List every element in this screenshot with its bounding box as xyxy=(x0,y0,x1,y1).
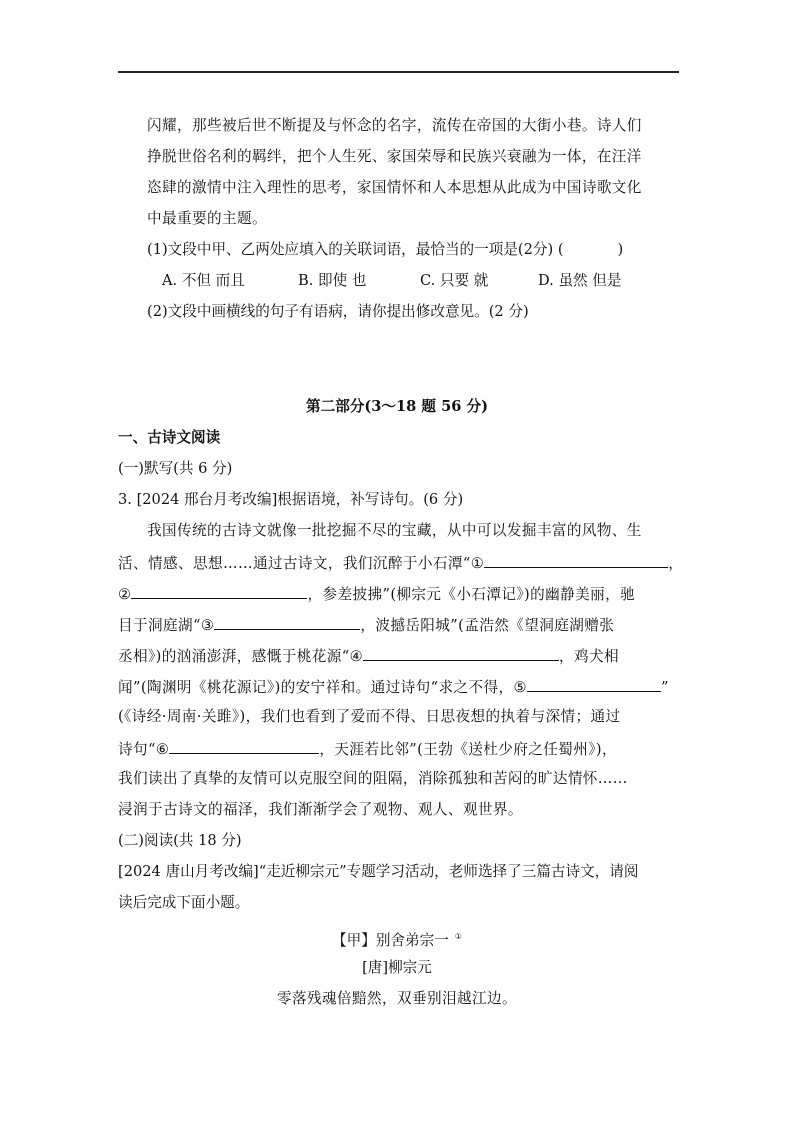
question-1-option-b[interactable]: B. 即使 也 xyxy=(298,272,367,289)
reading-intro-line-1: [2024 唐山月考改编]“走近柳宗元”专题学习活动，老师选择了三篇古诗文，请阅 xyxy=(118,863,639,880)
q3-line-2: 活、情感、思想……通过古诗文，我们沉醉于小石潭“① ， xyxy=(118,552,683,574)
poem-title: 【甲】别舍弟宗一 ① xyxy=(332,931,462,949)
blank-4[interactable] xyxy=(363,645,559,661)
passage-line-4: 中最重要的主题。 xyxy=(147,210,267,227)
reading-intro-line-2: 读后完成下面小题。 xyxy=(118,894,250,911)
q3-line-4: 目于洞庭湖“③ ，波撼岳阳城”(孟浩然《望洞庭湖赠张 xyxy=(118,614,614,636)
question-1-option-d[interactable]: D. 虽然 但是 xyxy=(538,272,622,289)
passage-line-2: 挣脱世俗名利的羁绊，把个人生死、家国荣辱和民族兴衰融为一体，在汪洋 xyxy=(147,148,642,165)
blank-3[interactable] xyxy=(214,614,360,630)
q3-line-7: (《诗经·周南·关雎》)，我们也看到了爱而不得、日思夜想的执着与深情；通过 xyxy=(118,708,621,725)
blank-2[interactable] xyxy=(131,583,307,599)
q3-line-3: ② ，参差披拂”(柳宗元《小石潭记》)的幽静美丽，驰 xyxy=(118,583,635,605)
q3-line-6: 闻”(陶渊明《桃花源记》)的安宁祥和。通过诗句“求之不得，⑤ ” xyxy=(118,676,669,698)
section-1-heading: 一、古诗文阅读 xyxy=(118,429,221,446)
q3-line-8: 诗句“⑥ ，天涯若比邻”(王勃《送杜少府之任蜀州》)， xyxy=(118,738,617,760)
footnote-marker: ① xyxy=(454,932,462,941)
question-3-stem: 3. [2024 邢台月考改编]根据语境，补写诗句。(6 分) xyxy=(118,491,464,508)
q3-line-1: 我国传统的古诗文就像一批挖掘不尽的宝藏，从中可以发掘丰富的风物、生 xyxy=(147,522,642,539)
question-1-stem: (1)文段中甲、乙两处应填入的关联词语，最恰当的一项是(2分) ( ) xyxy=(147,241,624,258)
question-1-option-a[interactable]: A. 不但 而且 xyxy=(162,272,245,289)
question-2-stem: (2)文段中画横线的句子有语病，请你提出修改意见。(2 分) xyxy=(147,303,529,320)
top-rule xyxy=(118,71,679,73)
blank-6[interactable] xyxy=(169,738,319,754)
subsection-reading: (二)阅读(共 18 分) xyxy=(118,832,242,849)
blank-5[interactable] xyxy=(527,676,661,692)
passage-line-1: 闪耀，那些被后世不断提及与怀念的名字，流传在帝国的大街小巷。诗人们 xyxy=(147,117,642,134)
q3-line-5: 丞相》)的汹涌澎湃，感慨于桃花源“④ ，鸡犬相 xyxy=(118,645,619,667)
passage-line-3: 恣肆的激情中注入理性的思考，家国情怀和人本思想从此成为中国诗歌文化 xyxy=(147,179,642,196)
subsection-dictation: (一)默写(共 6 分) xyxy=(118,460,233,477)
poem-author: [唐]柳宗元 xyxy=(362,959,432,976)
part-2-title: 第二部分(3～18 题 56 分) xyxy=(306,398,488,415)
blank-1[interactable] xyxy=(484,552,668,568)
question-1-option-c[interactable]: C. 只要 就 xyxy=(420,272,489,289)
q3-line-10: 浸润于古诗文的福泽，我们渐渐学会了观物、观人、观世界。 xyxy=(118,801,523,818)
poem-line-1: 零落残魂倍黯然，双垂别泪越江边。 xyxy=(277,990,517,1007)
q3-line-9: 我们读出了真挚的友情可以克服空间的阻隔，消除孤独和苦闷的旷达情怀…… xyxy=(118,770,628,787)
